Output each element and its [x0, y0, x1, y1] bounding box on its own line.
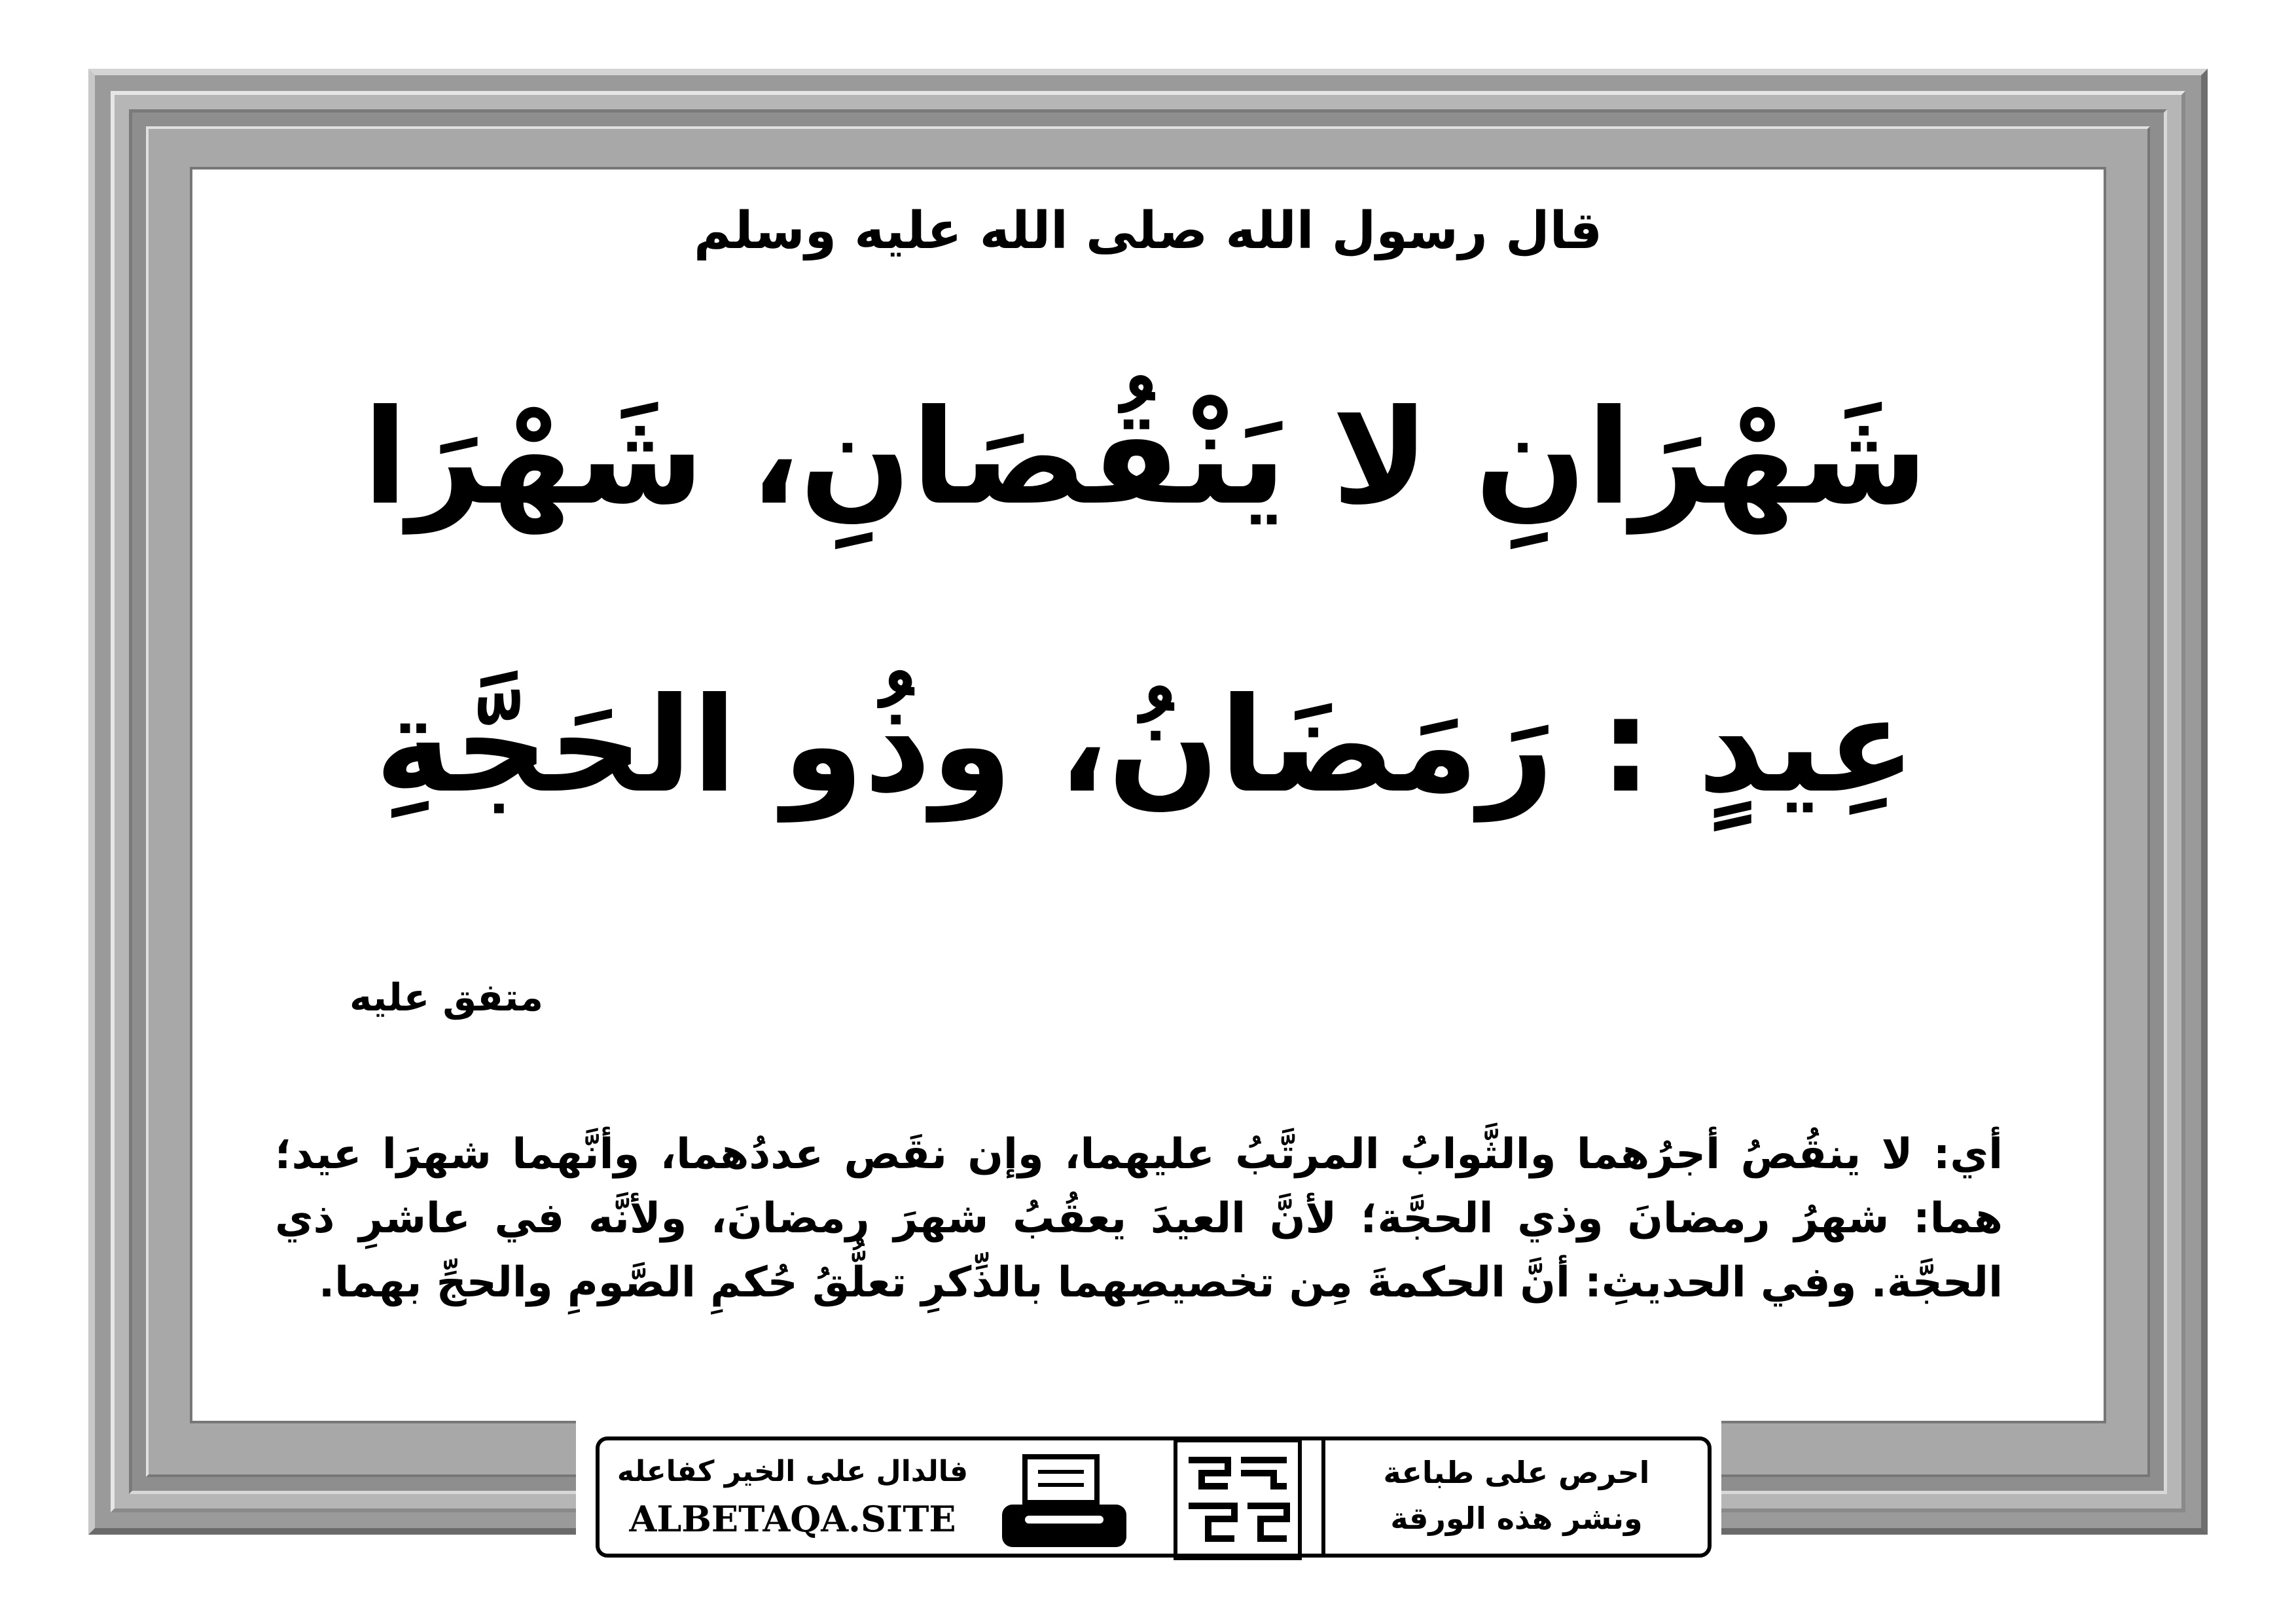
footer-note-line-2: ونشر هذه الورقة [1390, 1501, 1643, 1536]
hadith-attribution: قال رسول الله صلى الله عليه وسلم [693, 202, 1603, 260]
hadith-line-1: شَهْرَانِ لا يَنْقُصَانِ، شَهْرَا [363, 382, 1928, 534]
hadith-explanation: أي: لا ينقُصُ أجرُهما والثَّوابُ المرتَّبُ عليهما، وإن نقَص عددُهما، وأنَّهما شهرَا عيد؛ هما: شهرُ رمضانَ وذي الحجَّة؛ لأنَّ العيدَ يعقُبُ شهرَ رمضانَ، ولأنَّه في عاشرِ ذي الحجَّة. وفي الحديثِ: أنَّ الحكمةَ مِن تخصيصِهما بالذِّكرِ تعلُّقُ حُكمِ الصَّومِ والحجِّ بهما. [275, 1130, 2003, 1307]
footer-site-box [600, 1440, 986, 1554]
printer-icon [999, 1454, 1130, 1552]
hadith-line-2: عِيدٍ : رَمَضَانُ، وذُو الحَجَّةِ [374, 669, 1916, 822]
footer-banner [596, 1436, 1712, 1558]
hadith-source: متفق عليه [350, 975, 543, 1020]
footer-motto: فالدال على الخير كفاعله [617, 1455, 969, 1488]
footer-site-link[interactable]: ALBETAQA.SITE [629, 1498, 956, 1540]
footer-note-box [1321, 1440, 1708, 1554]
footer-note-line-1: احرص على طباعة [1383, 1455, 1650, 1490]
logo-icon [1169, 1434, 1306, 1565]
